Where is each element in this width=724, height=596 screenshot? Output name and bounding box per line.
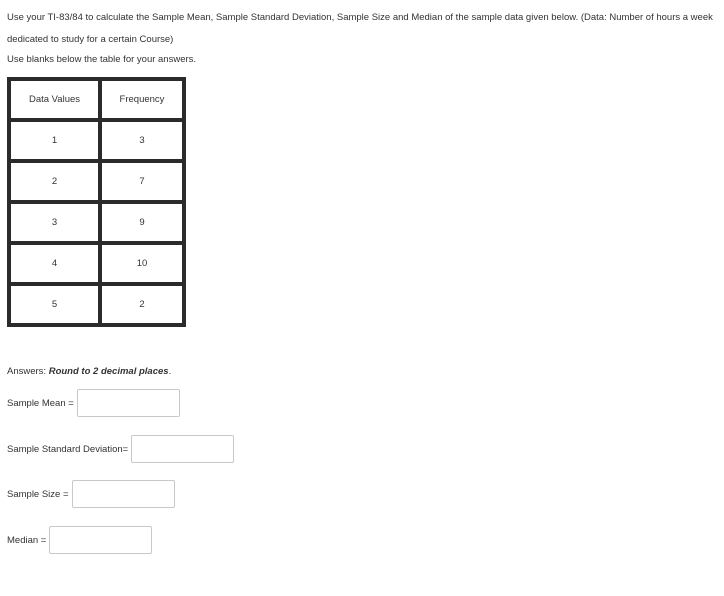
header-frequency: Frequency xyxy=(100,79,184,120)
sample-mean-row xyxy=(7,389,180,417)
frequency-cell: 9 xyxy=(100,202,184,243)
answers-heading xyxy=(7,365,171,379)
median-row xyxy=(7,526,152,554)
table-row xyxy=(9,161,184,202)
sample-mean-label: Sample Mean = xyxy=(7,397,74,409)
table-row xyxy=(9,284,184,325)
data-value-cell: 3 xyxy=(9,202,100,243)
header-data-values: Data Values xyxy=(9,79,100,120)
frequency-cell: 3 xyxy=(100,120,184,161)
frequency-cell: 10 xyxy=(100,243,184,284)
data-value-cell: 5 xyxy=(9,284,100,325)
table-header-row xyxy=(9,79,184,120)
frequency-cell: 7 xyxy=(100,161,184,202)
median-label: Median = xyxy=(7,534,47,546)
median-input[interactable] xyxy=(49,526,152,554)
data-value-cell: 2 xyxy=(9,161,100,202)
table-row xyxy=(9,202,184,243)
frequency-cell: 2 xyxy=(100,284,184,325)
answers-suffix: . xyxy=(168,366,172,377)
answers-prefix: Answers: xyxy=(7,366,49,377)
sample-size-row xyxy=(7,480,175,508)
data-value-cell: 4 xyxy=(9,243,100,284)
table-row xyxy=(9,120,184,161)
frequency-table xyxy=(7,77,186,327)
sample-stdev-label: Sample Standard Deviation= xyxy=(7,443,129,455)
sample-stdev-input[interactable] xyxy=(131,435,234,463)
sample-mean-input[interactable] xyxy=(77,389,180,417)
sample-size-input[interactable] xyxy=(72,480,175,508)
sample-stdev-row xyxy=(7,435,234,463)
data-value-cell: 1 xyxy=(9,120,100,161)
rounding-instruction: Round to 2 decimal places xyxy=(48,366,169,377)
table-row xyxy=(9,243,184,284)
question-text: Use your TI-83/84 to calculate the Sample Mean, Sample Standard Deviation, Sample Size and Median of the sample data given below. (Data: Number of hours a week dedicated to study for a certain Course) xyxy=(7,12,713,45)
instruction-text: Use blanks below the table for your answers. xyxy=(7,54,197,65)
sample-size-label: Sample Size = xyxy=(7,488,69,500)
